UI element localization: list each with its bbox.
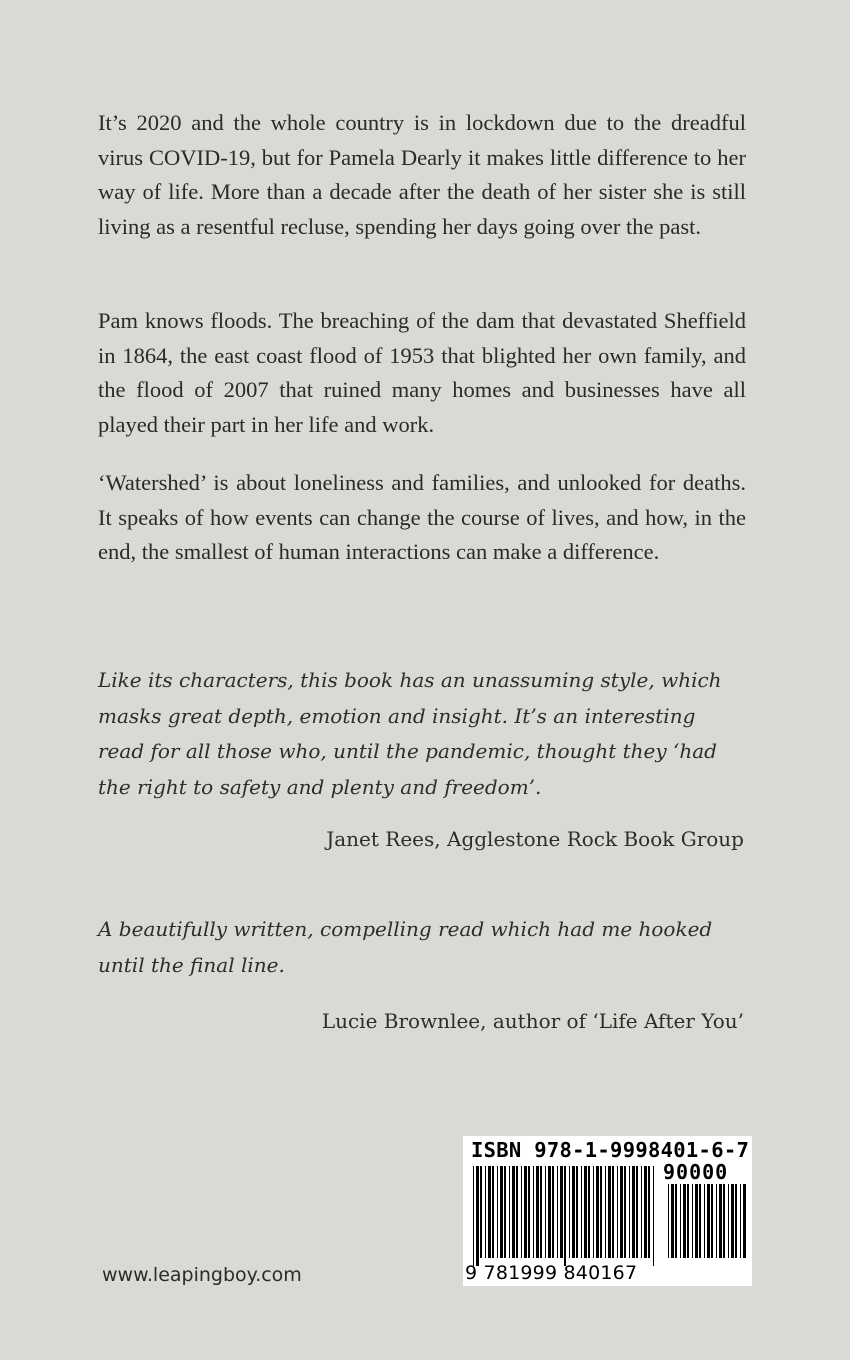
barcode-bar bbox=[552, 1166, 554, 1258]
barcode-bar bbox=[584, 1166, 587, 1258]
addon-barcode-bars bbox=[668, 1184, 746, 1266]
barcode-bar bbox=[572, 1166, 575, 1258]
barcode-bar bbox=[695, 1184, 698, 1258]
barcode-bar bbox=[497, 1166, 498, 1258]
barcode-bar bbox=[600, 1166, 602, 1258]
review-attribution-2: Lucie Brownlee, author of ‘Life After You’ bbox=[321, 1009, 744, 1033]
barcode-bar bbox=[521, 1166, 522, 1258]
barcode-bar bbox=[624, 1166, 626, 1258]
barcode-bar bbox=[476, 1166, 479, 1266]
barcode-bar bbox=[500, 1166, 503, 1258]
barcode-bar bbox=[641, 1166, 642, 1258]
barcode-bar bbox=[509, 1166, 510, 1258]
barcode-bar bbox=[488, 1166, 491, 1258]
review-quote-2: A beautifully written, compelling read which had me hooked until the final line. bbox=[98, 917, 713, 977]
barcode-bar bbox=[675, 1184, 677, 1258]
barcode-bar bbox=[692, 1184, 693, 1258]
barcode-bar bbox=[735, 1184, 737, 1258]
barcode-bar bbox=[545, 1166, 546, 1258]
barcode-bar bbox=[536, 1166, 539, 1258]
review-quote-1: Like its characters, this book has an unassuming style, which masks great depth, emotion and insight. It’s an interesting read for all those who, until the pandemic, thought they ‘had the right to safety and plenty and freedom’. bbox=[98, 668, 722, 799]
barcode-bar bbox=[740, 1184, 741, 1258]
barcode-bar bbox=[723, 1184, 725, 1258]
barcode-bar bbox=[564, 1166, 566, 1266]
barcode-bar bbox=[671, 1184, 674, 1258]
barcode-bar bbox=[617, 1166, 618, 1258]
barcode-bar bbox=[581, 1166, 582, 1258]
barcode-bar bbox=[576, 1166, 578, 1258]
price-code: 90000 bbox=[663, 1160, 729, 1184]
barcode-bar bbox=[596, 1166, 599, 1258]
barcode-bar bbox=[569, 1166, 570, 1258]
barcode-bar bbox=[648, 1166, 650, 1258]
barcode-bar bbox=[612, 1166, 614, 1258]
barcode-bar bbox=[548, 1166, 551, 1258]
barcode-bar bbox=[629, 1166, 630, 1258]
isbn-label: ISBN 978-1-9998401-6-7 bbox=[471, 1138, 750, 1162]
publisher-website: www.leapingboy.com bbox=[102, 1264, 302, 1286]
barcode-bar bbox=[473, 1166, 474, 1266]
barcode-bar bbox=[528, 1166, 530, 1258]
barcode-bar bbox=[524, 1166, 527, 1258]
blurb-paragraph-3: ‘Watershed’ is about loneliness and families, and unlooked for deaths. It speaks of how events can change the course of lives, and how, in the end, the smallest of human interactions can make a difference. bbox=[98, 470, 746, 564]
barcode-bar bbox=[743, 1184, 746, 1258]
barcode-bar bbox=[704, 1184, 705, 1258]
barcode-bar bbox=[699, 1184, 701, 1258]
barcode-bar bbox=[711, 1184, 713, 1258]
barcode-bar bbox=[636, 1166, 638, 1258]
barcode-bar bbox=[668, 1184, 669, 1258]
ean-barcode-bars bbox=[473, 1166, 655, 1266]
barcode-bar bbox=[540, 1166, 542, 1258]
barcode-bar bbox=[707, 1184, 710, 1258]
ean-digits: 9 781999 840167 bbox=[465, 1262, 638, 1284]
barcode-bar bbox=[560, 1166, 563, 1258]
barcode-bar bbox=[653, 1166, 654, 1266]
barcode-bar bbox=[516, 1166, 518, 1258]
blurb-paragraph-1: It’s 2020 and the whole country is in lockdown due to the dreadful virus COVID-19, but for Pamela Dearly it makes little difference to her way of life. More than a decade after the death of her sister she is still living as a resentful recluse, spending her days going over the past. bbox=[98, 110, 746, 239]
barcode-bar bbox=[683, 1184, 686, 1258]
barcode-bar bbox=[632, 1166, 635, 1258]
review-attribution-1: Janet Rees, Agglestone Rock Book Group bbox=[326, 827, 744, 851]
barcode-bar bbox=[557, 1166, 558, 1258]
barcode-bar bbox=[480, 1166, 482, 1258]
barcode-bar bbox=[644, 1166, 647, 1258]
barcode-bar bbox=[485, 1166, 486, 1258]
barcode-bar bbox=[533, 1166, 534, 1258]
barcode-bar bbox=[608, 1166, 611, 1258]
blurb-paragraph-2: Pam knows floods. The breaching of the dam that devastated Sheffield in 1864, the east coast flood of 1953 that blighted her own family, and the flood of 2007 that ruined many homes and businesses have all played their part in her life and work. bbox=[98, 308, 746, 437]
barcode-bar bbox=[620, 1166, 623, 1258]
barcode-bar bbox=[605, 1166, 606, 1258]
barcode-bar bbox=[716, 1184, 717, 1258]
barcode-bar bbox=[504, 1166, 506, 1258]
barcode-bar bbox=[593, 1166, 594, 1258]
barcode-bar bbox=[492, 1166, 494, 1258]
barcode-bar bbox=[728, 1184, 729, 1258]
isbn-barcode bbox=[463, 1136, 752, 1286]
barcode-bar bbox=[512, 1166, 515, 1258]
barcode-bar bbox=[687, 1184, 689, 1258]
barcode-bar bbox=[680, 1184, 681, 1258]
barcode-bar bbox=[731, 1184, 734, 1258]
barcode-bar bbox=[588, 1166, 590, 1258]
barcode-bar bbox=[719, 1184, 722, 1258]
